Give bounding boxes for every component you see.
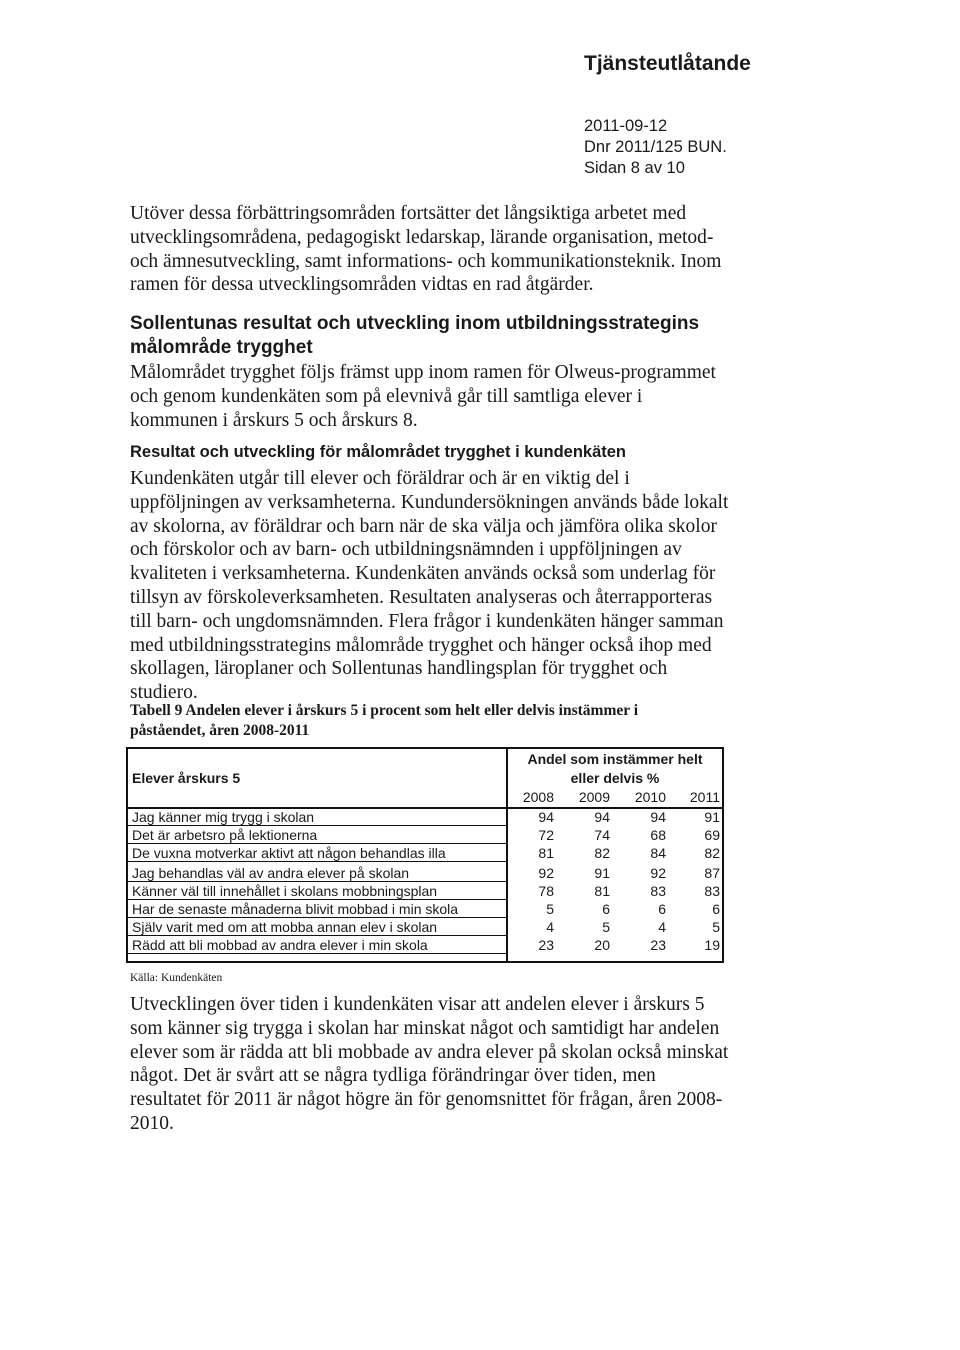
table-cell: 81: [538, 845, 554, 861]
table-caption: [130, 701, 638, 741]
table-border-bottom: [126, 961, 724, 963]
table-cell: 6: [712, 901, 720, 917]
subsection-paragraph: [130, 467, 728, 705]
table-row-rule: [126, 953, 506, 954]
table-row-label: Rädd att bli mobbad av andra elever i min skola: [132, 937, 428, 953]
text-line: studiero.: [130, 682, 198, 704]
table-row-rule: [126, 861, 506, 862]
table-cell: 69: [704, 827, 720, 843]
table-cell: 19: [704, 937, 720, 953]
table-cell: 94: [650, 809, 666, 825]
text-line: ramen för dessa utvecklingsområden vidtas en rad åtgärder.: [130, 274, 594, 296]
document-meta: [584, 116, 727, 179]
text-line: 2010.: [130, 1112, 174, 1134]
table-cell: 23: [538, 937, 554, 953]
text-line: av skolorna, av föräldrar och barn när de ska välja och jämföra olika skolor: [130, 515, 717, 537]
text-line: Utvecklingen över tiden i kundenkäten visar att andelen elever i årskurs 5: [130, 994, 705, 1015]
table-cell: 72: [538, 827, 554, 843]
table-cell: 5: [546, 901, 554, 917]
table-cell: 83: [650, 883, 666, 899]
year-header: 2010: [634, 789, 666, 805]
text-line: skollagen, läroplaner och Sollentunas handlingsplan för trygghet och: [130, 658, 668, 680]
table-cell: 5: [602, 919, 610, 935]
table-cell: 87: [704, 865, 720, 881]
text-line: Utöver dessa förbättringsområden fortsätter det långsiktiga arbetet med: [130, 203, 687, 224]
table-row-rule: [126, 899, 506, 900]
text-line: Målområdet trygghet följs främst upp inom ramen för Olweus-programmet: [130, 362, 716, 383]
results-table: [126, 747, 724, 963]
table-cell: 94: [594, 809, 610, 825]
table-cell: 20: [594, 937, 610, 953]
table-cell: 84: [650, 845, 666, 861]
table-cell: 6: [602, 901, 610, 917]
table-row-label: Det är arbetsro på lektionerna: [132, 827, 318, 843]
group-header-line: eller delvis %: [570, 770, 660, 786]
table-cell: 81: [594, 883, 610, 899]
text-line: med utbildningsstrategins målområde trygghet och hänger också ihop med: [130, 634, 712, 656]
table-cell: 94: [538, 809, 554, 825]
intro-paragraph: [130, 202, 721, 297]
heading-line: målområde trygghet: [130, 337, 313, 358]
page-indicator: Sidan 8 av 10: [584, 159, 685, 177]
text-line: resultatet för 2011 är något högre än för genomsnittet för frågan, åren 2008-: [130, 1089, 723, 1111]
text-line: utvecklingsområdena, pedagogiskt ledarskap, lärande organisation, metod-: [130, 226, 714, 248]
table-cell: 82: [704, 845, 720, 861]
table-row-label: Har de senaste månaderna blivit mobbad i min skola: [132, 901, 459, 917]
table-cell: 74: [594, 827, 610, 843]
text-line: något. Det är svårt att se några tydliga förändringar över tiden, men: [130, 1065, 656, 1087]
table-cell: 82: [594, 845, 610, 861]
text-line: och genom kundenkäten som på elevnivå går till samtliga elever i: [130, 385, 643, 407]
section-heading: [130, 312, 699, 360]
row-header-label: Elever årskurs 5: [132, 770, 241, 786]
table-cell: 5: [712, 919, 720, 935]
text-line: och ämnesutveckling, samt informations- och kommunikationsteknik. Inom: [130, 250, 722, 272]
table-row-label: Själv varit med om att mobba annan elev i skolan: [132, 919, 438, 935]
text-line: kvaliteten i verksamheterna. Kundenkäten används också som underlag för: [130, 563, 716, 585]
year-header: 2009: [578, 789, 610, 805]
table-row-rule: [126, 917, 506, 918]
table-cell: 83: [704, 883, 720, 899]
table-cell: 78: [538, 883, 554, 899]
text-line: till barn- och ungdomsnämnden. Flera frågor i kundenkäten hänger samman: [130, 610, 724, 632]
text-line: elever som är rädda att bli mobbade av andra elever på skolan också minskat: [130, 1041, 729, 1063]
table-row-rule: [126, 843, 506, 844]
text-line: uppföljningen av verksamheterna. Kundundersökningen används både lokalt: [130, 491, 729, 513]
table-row-label: Jag känner mig trygg i skolan: [132, 809, 315, 825]
text-line: Kundenkäten utgår till elever och föräldrar och är en viktig del i: [130, 468, 630, 489]
conclusion-paragraph: [130, 993, 728, 1136]
text-line: och förskolor och av barn- och utbildningsnämnden i uppföljningen av: [130, 539, 682, 561]
table-cell: 91: [594, 865, 610, 881]
table-cell: 92: [538, 865, 554, 881]
table-border-left: [126, 747, 128, 963]
year-header: 2008: [522, 789, 554, 805]
subsection-heading: Resultat och utveckling för målområdet trygghet i kundenkäten: [130, 443, 627, 461]
year-header: 2011: [689, 789, 720, 805]
table-cell: 4: [546, 919, 554, 935]
group-header-line: Andel som instämmer helt: [527, 751, 703, 767]
table-border-top: [126, 747, 724, 749]
table-cell: 23: [650, 937, 666, 953]
caption-line: påståendet, åren 2008-2011: [130, 722, 310, 739]
document-type-title: Tjänsteutlåtande: [584, 52, 751, 75]
section-paragraph: [130, 361, 716, 432]
table-cell: 91: [704, 809, 720, 825]
document-date: 2011-09-12: [584, 117, 668, 135]
table-row-label: De vuxna motverkar aktivt att någon behandlas illa: [132, 845, 446, 861]
table-cell: 6: [658, 901, 666, 917]
text-line: tillsyn av förskoleverksamheten. Resultaten analyseras och återrapporteras: [130, 586, 713, 608]
document-dnr: Dnr 2011/125 BUN.: [584, 138, 727, 156]
table-cell: 4: [658, 919, 666, 935]
caption-line: Tabell 9 Andelen elever i årskurs 5 i procent som helt eller delvis instämmer i: [130, 702, 639, 719]
table-row-rule: [126, 935, 506, 936]
table-row-label: Känner väl till innehållet i skolans mobbningsplan: [132, 883, 438, 899]
table-cell: 68: [650, 827, 666, 843]
text-line: som känner sig trygga i skolan har minskat något och samtidigt har andelen: [130, 1017, 720, 1039]
table-cell: 92: [650, 865, 666, 881]
table-source: Källa: Kundenkäten: [130, 972, 223, 984]
table-row-label: Jag behandlas väl av andra elever på skolan: [132, 865, 410, 881]
table-row-rule: [126, 881, 506, 882]
text-line: kommunen i årskurs 5 och årskurs 8.: [130, 409, 418, 431]
heading-line: Sollentunas resultat och utveckling inom utbildningsstrategins: [130, 313, 700, 334]
table-row-rule: [126, 825, 506, 826]
